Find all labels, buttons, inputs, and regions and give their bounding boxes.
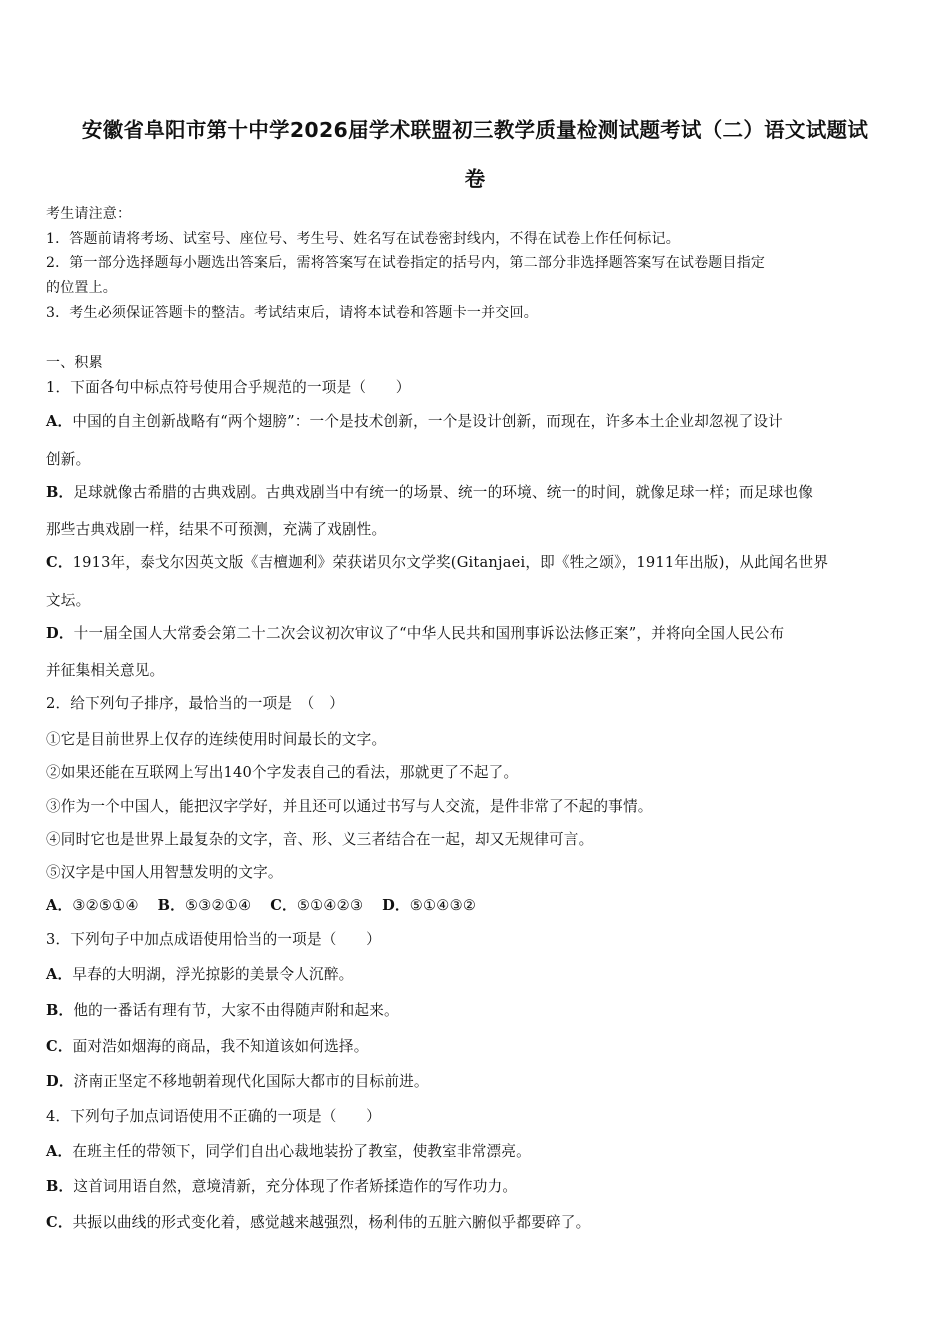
- question-4-option-b: [46, 1175, 517, 1196]
- option-label: B．: [46, 1178, 74, 1195]
- question-3-option-c: [46, 1035, 369, 1056]
- option-text: 早春的大明湖，浮光掠影的美景令人沉醉。: [72, 966, 354, 983]
- option-text: 在班主任的带领下，同学们自出心裁地装扮了教室，使教室非常漂亮。: [72, 1143, 531, 1160]
- document-title-line-2: 卷: [464, 167, 486, 191]
- option-text: 他的一番话有理有节，大家不由得随声附和起来。: [73, 1002, 399, 1019]
- question-2-sentence-2: ②如果还能在互联网上写出140个字发表自己的看法，那就更了不起了。: [46, 764, 519, 781]
- option-label: C．: [270, 897, 297, 914]
- option-text: ⑤①④③②: [409, 897, 477, 914]
- question-1-option-c: [46, 551, 828, 572]
- document-title-line-1: 安徽省阜阳市第十中学2026届学术联盟初三教学质量检测试题考试（二）语文试题试: [81, 118, 869, 142]
- option-text: 十一届全国人大常委会第二十二次会议初次审议了“中华人民共和国刑事诉讼法修正案”，并将向全国人民公布: [73, 625, 785, 642]
- question-1-stem: 1．下面各句中标点符号使用合乎规范的一项是（ ）: [46, 379, 411, 396]
- option-label: A．: [46, 897, 73, 914]
- option-label: B．: [157, 897, 185, 914]
- question-2-sentence-5: ⑤汉字是中国人用智慧发明的文字。: [46, 864, 283, 881]
- option-text: ⑤③②①④: [184, 897, 252, 914]
- notice-item-2: 2．第一部分选择题每小题选出答案后，需将答案写在试卷指定的括号内，第二部分非选择题答案写在试卷题目指定: [46, 255, 766, 271]
- question-1-option-a-cont: 创新。: [46, 451, 91, 468]
- option-text: ③②⑤①④: [72, 897, 139, 914]
- option-label: D．: [382, 897, 410, 914]
- option-label: C．: [46, 1038, 73, 1055]
- question-3-option-a: [46, 963, 353, 984]
- question-3-option-b: [46, 999, 399, 1020]
- question-3-option-d: [46, 1070, 429, 1091]
- option-text: 1913年，泰戈尔因英文版《吉檀迦利》荣获诺贝尔文学奖(Gitanjaei，即《牲之颂》，1911年出版)，从此闻名世界: [72, 554, 829, 571]
- option-text: ⑤①④②③: [296, 897, 364, 914]
- option-label: B．: [46, 1002, 74, 1019]
- notice-heading: 考生请注意：: [46, 206, 132, 222]
- question-1-option-d: [46, 622, 784, 643]
- option-text: 济南正坚定不移地朝着现代化国际大都市的目标前进。: [73, 1073, 429, 1090]
- question-3-stem: 3．下列句子中加点成语使用恰当的一项是（ ）: [46, 931, 381, 948]
- option-label: C．: [46, 1214, 73, 1231]
- option-text: 共振以曲线的形式变化着，感觉越来越强烈，杨利伟的五脏六腑似乎都要碎了。: [72, 1214, 591, 1231]
- option-label: B．: [46, 484, 74, 501]
- option-label: D．: [46, 1073, 74, 1090]
- option-text: 这首词用语自然，意境清新，充分体现了作者矫揉造作的写作功力。: [73, 1178, 518, 1195]
- question-2-stem: 2．给下列句子排序，最恰当的一项是 （ ）: [46, 695, 345, 712]
- option-text: 中国的自主创新战略有“两个翅膀”：一个是技术创新，一个是设计创新，而现在，许多本土企业却忽视了设计: [72, 413, 783, 430]
- notice-item-1: 1．答题前请将考场、试室号、座位号、考生号、姓名写在试卷密封线内，不得在试卷上作任何标记。: [46, 231, 680, 247]
- option-label: A．: [46, 966, 73, 983]
- option-label: D．: [46, 625, 74, 642]
- option-label: C．: [46, 554, 73, 571]
- question-1-option-a: [46, 410, 783, 431]
- question-2-sentence-1: ①它是目前世界上仅存的连续使用时间最长的文字。: [46, 731, 387, 748]
- question-2-sentence-3: ③作为一个中国人，能把汉字学好，并且还可以通过书写与人交流，是件非常了不起的事情。: [46, 798, 653, 815]
- question-2-sentence-4: ④同时它也是世界上最复杂的文字，音、形、义三者结合在一起，却又无规律可言。: [46, 831, 594, 848]
- notice-item-3: 3．考生必须保证答题卡的整洁。考试结束后，请将本试卷和答题卡一并交回。: [46, 305, 538, 321]
- notice-item-2-cont: 的位置上。: [46, 280, 117, 296]
- question-1-option-b: [46, 481, 813, 502]
- option-text: 面对浩如烟海的商品，我不知道该如何选择。: [72, 1038, 369, 1055]
- section-heading: 一、积累: [46, 355, 103, 371]
- question-4-option-c: [46, 1211, 590, 1232]
- question-2-options: [46, 894, 476, 915]
- option-label: A．: [46, 1143, 73, 1160]
- question-4-option-a: [46, 1140, 531, 1161]
- question-1-option-c-cont: 文坛。: [46, 592, 91, 609]
- question-4-stem: 4．下列句子加点词语使用不正确的一项是（ ）: [46, 1108, 381, 1125]
- question-1-option-b-cont: 那些古典戏剧一样，结果不可预测，充满了戏剧性。: [46, 521, 387, 538]
- question-1-option-d-cont: 并征集相关意见。: [46, 662, 165, 679]
- option-text: 足球就像古希腊的古典戏剧。古典戏剧当中有统一的场景、统一的环境、统一的时间，就像足球一样；而足球也像: [73, 484, 814, 501]
- option-label: A．: [46, 413, 73, 430]
